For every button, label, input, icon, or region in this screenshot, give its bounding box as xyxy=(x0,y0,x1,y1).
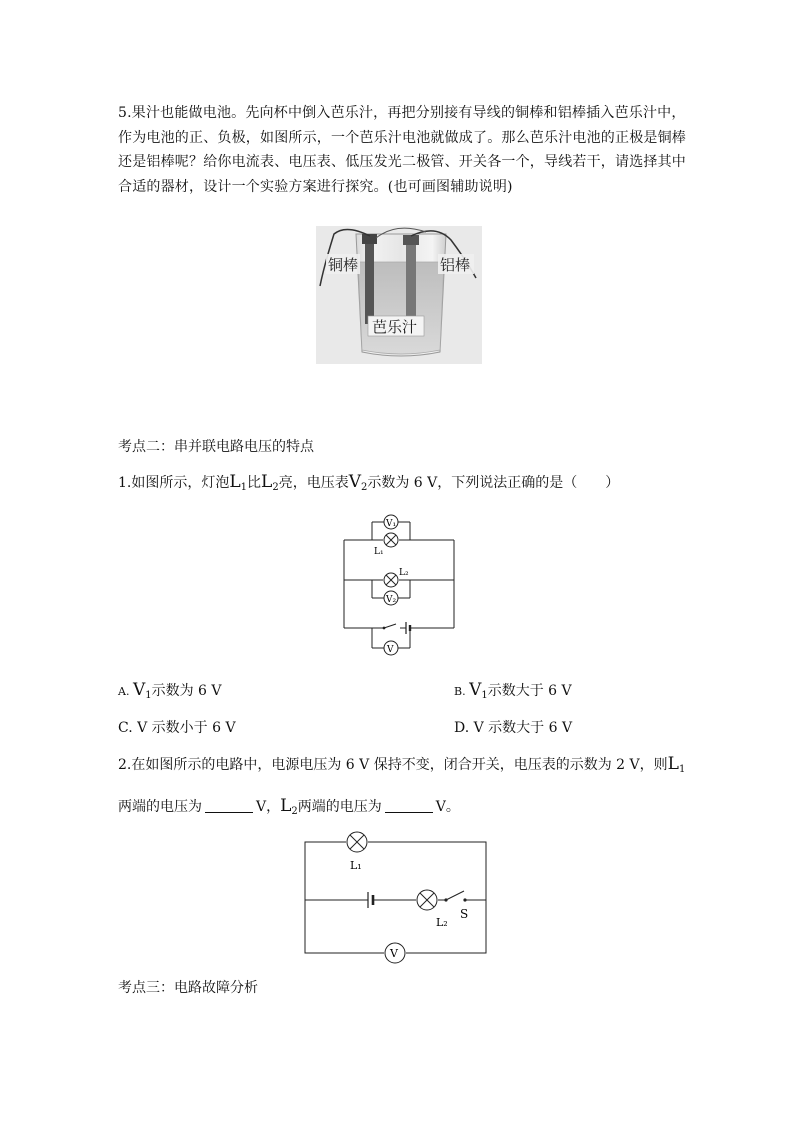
q2-l1-label: L₁ xyxy=(350,859,362,872)
q5-line-3: 还是铝棒呢？给你电流表、电压表、低压发光二极管、开关各一个，导线若干，请选择其中 xyxy=(118,154,686,171)
question-2-circuit-diagram xyxy=(300,830,490,968)
option-d[interactable]: D. V 示数大于 6 V xyxy=(454,720,573,736)
option-b[interactable]: B. $V_1$示数大于 6 V xyxy=(454,680,572,701)
q1-v2-label: V₂ xyxy=(386,595,397,605)
question-2-line-1: 2.在如图所示的电路中，电源电压为 6 V 保持不变，闭合开关，电压表的示数为 2 V，则$L_1$ xyxy=(118,754,686,775)
q1-l1-label: L₁ xyxy=(374,547,384,557)
question-5-text xyxy=(118,101,684,199)
answer-blank-1[interactable] xyxy=(205,798,253,813)
q1-l2-label: L₂ xyxy=(399,568,409,578)
q2-switch-label: S xyxy=(460,907,469,921)
question-2-line-2: 两端的电压为 V，$L_2$两端的电压为 V。 xyxy=(118,796,460,817)
answer-blank-2[interactable] xyxy=(385,798,433,813)
q1-v1-label: V₁ xyxy=(386,519,397,529)
juice-battery-photo xyxy=(316,226,482,364)
q2-l2-label: L₂ xyxy=(436,916,448,929)
q5-line-4: 合适的器材，设计一个实验方案进行探究。(也可画图辅助说明) xyxy=(118,178,513,195)
section-3-title: 考点三：电路故障分析 xyxy=(118,980,258,996)
question-1-stem: 1.如图所示，灯泡$L_1$比$L_2$亮，电压表$V_2$示数为 6 V，下列说法正确的是（ ） xyxy=(118,472,620,493)
juice-label: 芭乐汁 xyxy=(372,318,418,336)
question-1-circuit-diagram xyxy=(336,508,462,662)
option-c[interactable]: C. V 示数小于 6 V xyxy=(118,720,236,736)
q2-voltmeter-label: V xyxy=(390,947,398,960)
q1-v-label: V xyxy=(387,645,394,655)
q5-line-2: 作为电池的正、负极，如图所示，一个芭乐汁电池就做成了。那么芭乐汁电池的正极是铜棒 xyxy=(118,129,686,146)
aluminum-rod-label: 铝棒 xyxy=(440,256,471,274)
copper-rod-label: 铜棒 xyxy=(328,256,359,274)
q5-line-1: 5.果汁也能做电池。先向杯中倒入芭乐汁，再把分别接有导线的铜棒和铝棒插入芭乐汁中， xyxy=(118,105,686,121)
section-2-title: 考点二：串并联电路电压的特点 xyxy=(118,439,314,455)
option-a[interactable]: A. $V_1$示数为 6 V xyxy=(118,680,222,701)
